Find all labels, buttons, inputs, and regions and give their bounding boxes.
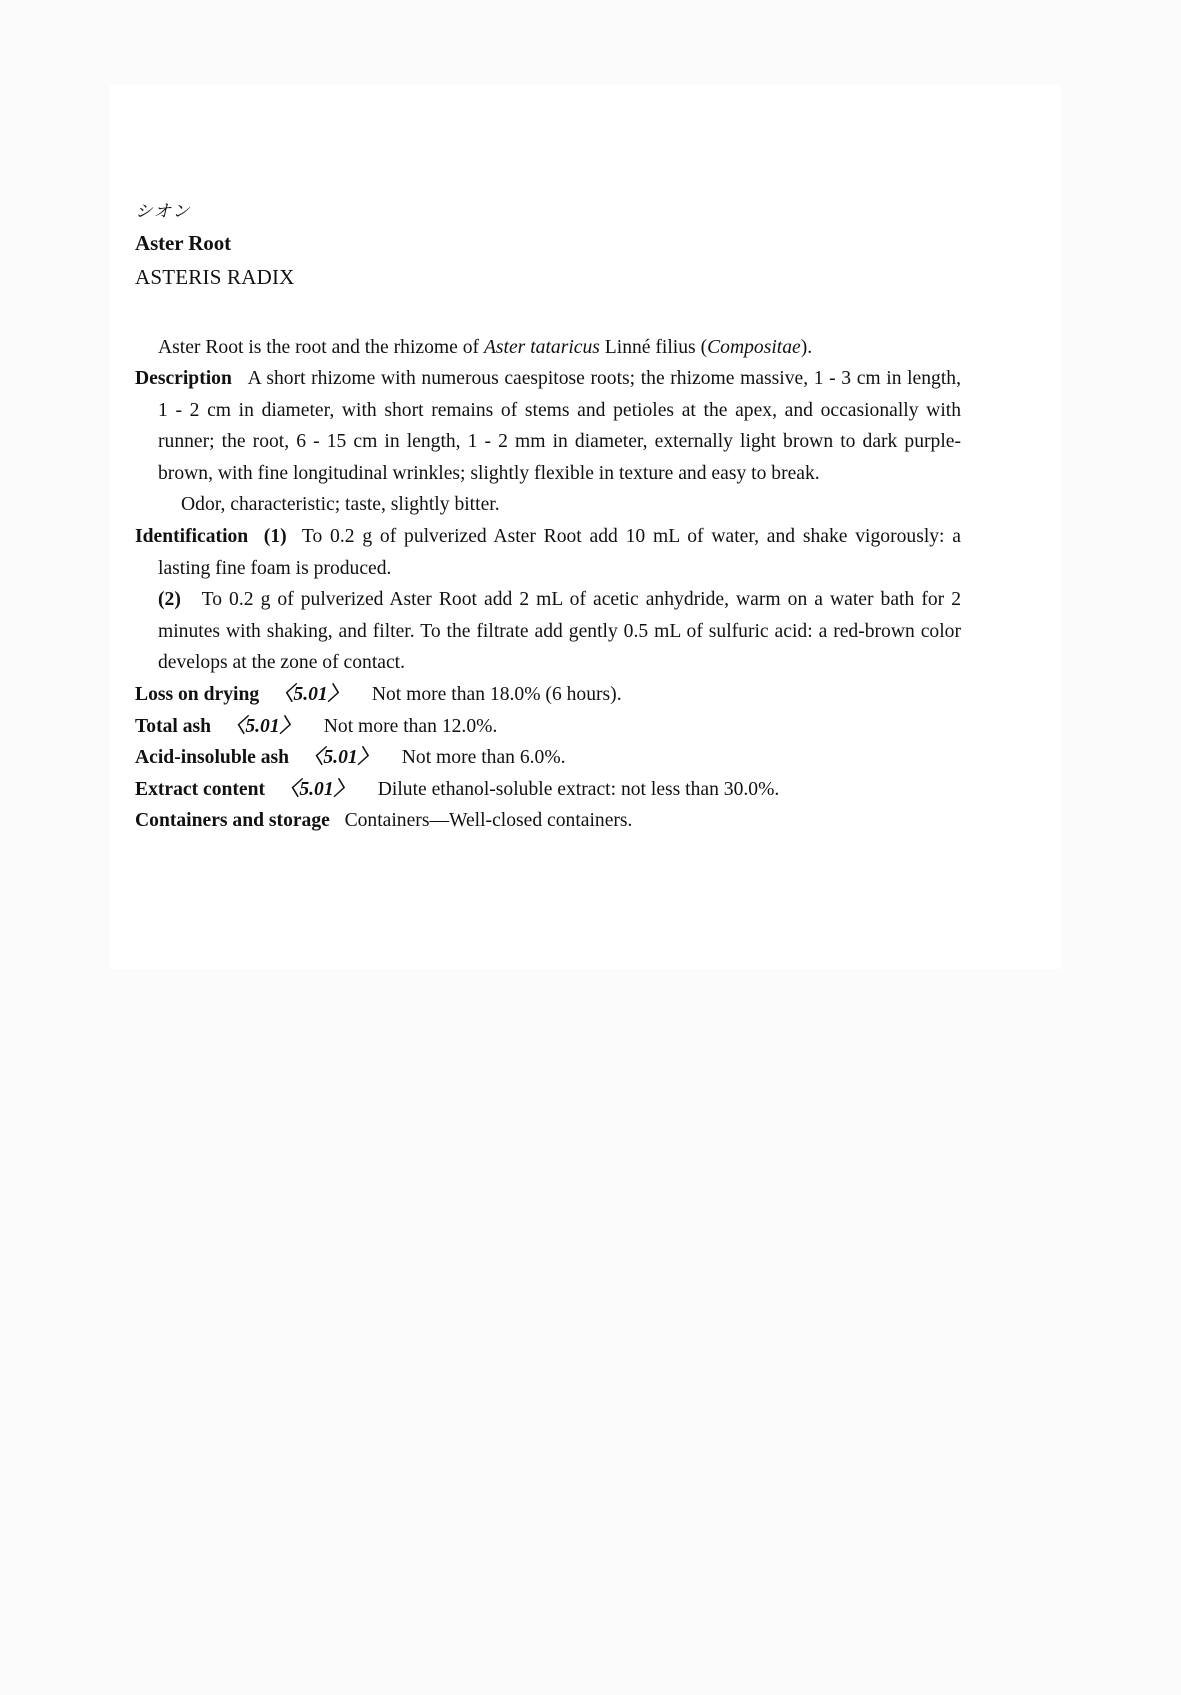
gap-spacer [259,684,274,705]
identification-item-1-text: To 0.2 g of pulverized Aster Root add 10 mL of water, and shake vigorously: a lasting fine foam is produced. [158,526,961,579]
text-column [135,203,961,837]
containers-and-storage-row [135,805,961,837]
gap-spacer [299,716,324,737]
gap-spacer [181,589,202,610]
intro-text-after: ). [800,336,813,358]
test-row-extract-content [135,774,961,806]
test-row-acid-insoluble-ash [135,742,961,774]
test-row-total-ash [135,711,961,743]
description-term: Description [135,368,232,390]
identification-term: Identification [135,526,249,548]
scientific-name: Aster tataricus [483,336,600,358]
family-name: Compositae [707,336,801,358]
test-term: Extract content [135,778,266,800]
test-reference: 〈5.01〉 [303,747,378,769]
description-paragraph [135,363,961,489]
test-reference: 〈5.01〉 [279,778,354,800]
monograph-kana-title: シオン [135,201,191,221]
gap-spacer [287,526,302,547]
monograph-english-title: Aster Root [135,230,232,255]
test-term: Acid-insoluble ash [135,747,290,769]
test-reference: 〈5.01〉 [225,715,300,737]
test-value: Not more than 12.0%. [323,715,498,737]
gap-spacer [353,779,378,800]
identification-item-1-number: (1) [263,526,287,548]
gap-spacer [211,716,226,737]
description-text: A short rhizome with numerous caespitose roots; the rhizome massive, 1 - 3 cm in length, 1 - 2 cm in diameter, with short remains of stems and petioles at the apex, and occasionally with runner; the root, 6 - 15 cm in length, 1 - 2 mm in diameter, externally light brown to dark purple-brown, with fine longitudinal wrinkles; slightly flexible in texture and easy to break. [158,368,961,484]
monograph-body [135,332,961,838]
gap-spacer [248,526,264,547]
identification-paragraph-2 [135,584,961,679]
containers-term: Containers and storage [135,810,330,832]
monograph-latin-title: ASTERIS RADIX [135,264,295,289]
gap-spacer [347,684,372,705]
gap-spacer [265,779,280,800]
test-row-loss-on-drying [135,679,961,711]
test-reference: 〈5.01〉 [273,684,348,706]
test-value: Not more than 6.0%. [401,747,566,769]
gap-spacer [289,747,304,768]
intro-text-before: Aster Root is the root and the rhizome of [158,336,484,358]
test-term: Loss on drying [135,684,260,706]
test-value: Not more than 18.0% (6 hours). [371,684,622,706]
intro-text-middle: Linné filius ( [599,336,708,358]
containers-text: Containers—Well-closed containers. [344,810,633,832]
identification-item-2-number: (2) [158,589,181,611]
gap-spacer [377,747,402,768]
document-page [110,85,1062,969]
test-term: Total ash [135,715,212,737]
identification-paragraph-1 [135,521,961,584]
identification-item-2-text: To 0.2 g of pulverized Aster Root add 2 mL of acetic anhydride, warm on a water bath for 2 minutes with shaking, and filter. To the filtrate add gently 0.5 mL of sulfuric acid: a red-brown color develops at the zone of contact. [158,589,961,674]
gap-spacer [232,368,248,389]
intro-paragraph [135,332,961,364]
gap-spacer [330,810,345,831]
test-value: Dilute ethanol-soluble extract: not less than 30.0%. [377,778,780,800]
odor-paragraph: Odor, characteristic; taste, slightly bitter. [181,494,500,516]
